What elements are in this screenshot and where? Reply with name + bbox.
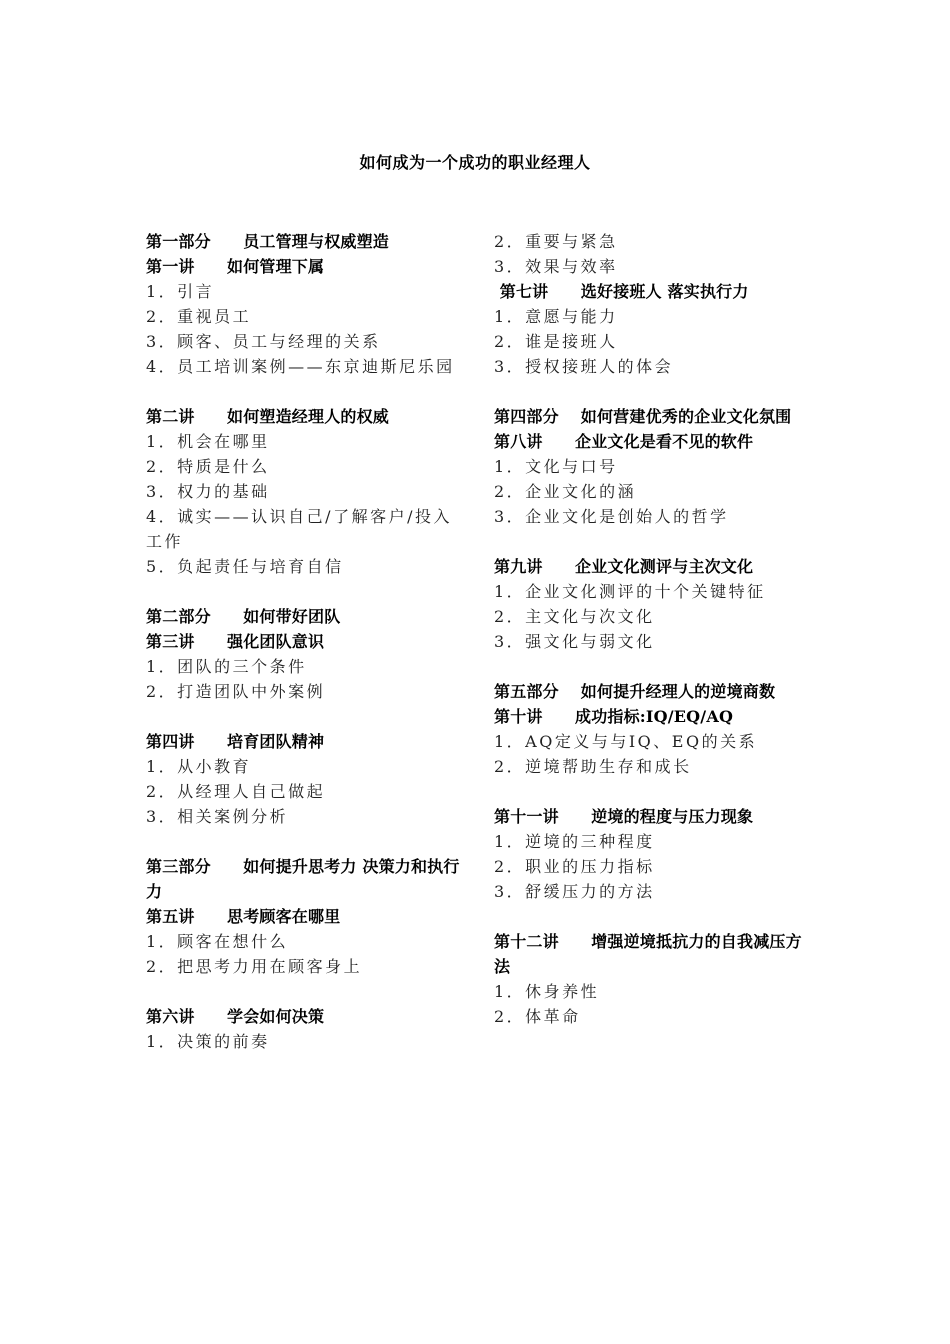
lecture-2-item-4: 4．诚实——认识自己/了解客户/投入工作 (146, 507, 452, 551)
lecture-11-item-1: 1．逆境的三种程度 (494, 832, 655, 851)
spacer (146, 579, 464, 604)
lecture-1-heading: 第一讲 如何管理下属 (146, 257, 325, 276)
lecture-8-item-2: 2．企业文化的涵 (494, 482, 637, 501)
lecture-12-item-1: 1．休身养性 (494, 982, 600, 1001)
left-column (146, 229, 464, 1054)
lecture-1-item-2: 2．重视员工 (146, 307, 252, 326)
spacer (146, 979, 464, 1004)
lecture-3-item-2: 2．打造团队中外案例 (146, 682, 326, 701)
spacer (146, 829, 464, 854)
lecture-6-item-1: 1．决策的前奏 (146, 1032, 270, 1051)
lecture-6-heading: 第六讲 学会如何决策 (146, 1007, 325, 1026)
lecture-8-heading: 第八讲 企业文化是看不见的软件 (494, 432, 754, 451)
lecture-10-item-2: 2．逆境帮助生存和成长 (494, 757, 692, 776)
lecture-2-item-2: 2．特质是什么 (146, 457, 270, 476)
lecture-2-item-5: 5．负起责任与培育自信 (146, 557, 344, 576)
lecture-9-heading: 第九讲 企业文化测评与主次文化 (494, 557, 754, 576)
lecture-4-item-3: 3．相关案例分析 (146, 807, 289, 826)
lecture-9-item-2: 2．主文化与次文化 (494, 607, 655, 626)
document-title: 如何成为一个成功的职业经理人 (359, 153, 591, 172)
lecture-4-heading: 第四讲 培育团队精神 (146, 732, 325, 751)
lecture-11-item-3: 3．舒缓压力的方法 (494, 882, 655, 901)
lecture-2-heading: 第二讲 如何塑造经理人的权威 (146, 407, 390, 426)
lecture-12-heading: 第十二讲 增强逆境抵抗力的自我减压方法 (494, 932, 802, 976)
lecture-11-item-2: 2．职业的压力指标 (494, 857, 655, 876)
spacer (146, 379, 464, 404)
lecture-11-heading: 第十一讲 逆境的程度与压力现象 (494, 807, 754, 826)
lecture-6-item-3: 3．效果与效率 (494, 257, 618, 276)
lecture-8-item-1: 1．文化与口号 (494, 457, 618, 476)
lecture-6-item-2: 2．重要与紧急 (494, 232, 618, 251)
spacer (494, 904, 812, 929)
lecture-5-item-2: 2．把思考力用在顾客身上 (146, 957, 363, 976)
spacer (494, 779, 812, 804)
part-3-heading: 第三部分 如何提升思考力 决策力和执行力 (146, 857, 460, 901)
lecture-4-item-2: 2．从经理人自己做起 (146, 782, 326, 801)
spacer (494, 379, 812, 404)
lecture-3-item-1: 1．团队的三个条件 (146, 657, 307, 676)
part-2-heading: 第二部分 如何带好团队 (146, 607, 341, 626)
part-1-heading: 第一部分 员工管理与权威塑造 (146, 232, 390, 251)
spacer (494, 654, 812, 679)
lecture-9-item-3: 3．强文化与弱文化 (494, 632, 655, 651)
right-column (494, 229, 812, 1029)
lecture-1-item-3: 3．顾客、员工与经理的关系 (146, 332, 381, 351)
lecture-2-item-3: 3．权力的基础 (146, 482, 270, 501)
lecture-7-item-2: 2．谁是接班人 (494, 332, 618, 351)
part-5-heading: 第五部分 如何提升经理人的逆境商数 (494, 682, 776, 701)
lecture-5-item-1: 1．顾客在想什么 (146, 932, 289, 951)
lecture-5-heading: 第五讲 思考顾客在哪里 (146, 907, 341, 926)
lecture-1-item-1: 1．引言 (146, 282, 215, 301)
lecture-4-item-1: 1．从小教育 (146, 757, 252, 776)
spacer (494, 529, 812, 554)
lecture-7-heading: 第七讲 选好接班人 落实执行力 (494, 282, 749, 301)
lecture-7-item-1: 1．意愿与能力 (494, 307, 618, 326)
lecture-10-heading: 第十讲 成功指标:IQ/EQ/AQ (494, 707, 734, 726)
lecture-7-item-3: 3．授权接班人的体会 (494, 357, 674, 376)
spacer (146, 704, 464, 729)
lecture-3-heading: 第三讲 强化团队意识 (146, 632, 325, 651)
part-4-heading: 第四部分 如何营建优秀的企业文化氛围 (494, 407, 792, 426)
lecture-9-item-1: 1．企业文化测评的十个关键特征 (494, 582, 766, 601)
lecture-1-item-4: 4．员工培训案例——东京迪斯尼乐园 (146, 357, 455, 376)
lecture-12-item-2: 2．体革命 (494, 1007, 581, 1026)
lecture-10-item-1: 1．AQ定义与与IQ、EQ的关系 (494, 732, 758, 751)
lecture-2-item-1: 1．机会在哪里 (146, 432, 270, 451)
lecture-8-item-3: 3．企业文化是创始人的哲学 (494, 507, 729, 526)
